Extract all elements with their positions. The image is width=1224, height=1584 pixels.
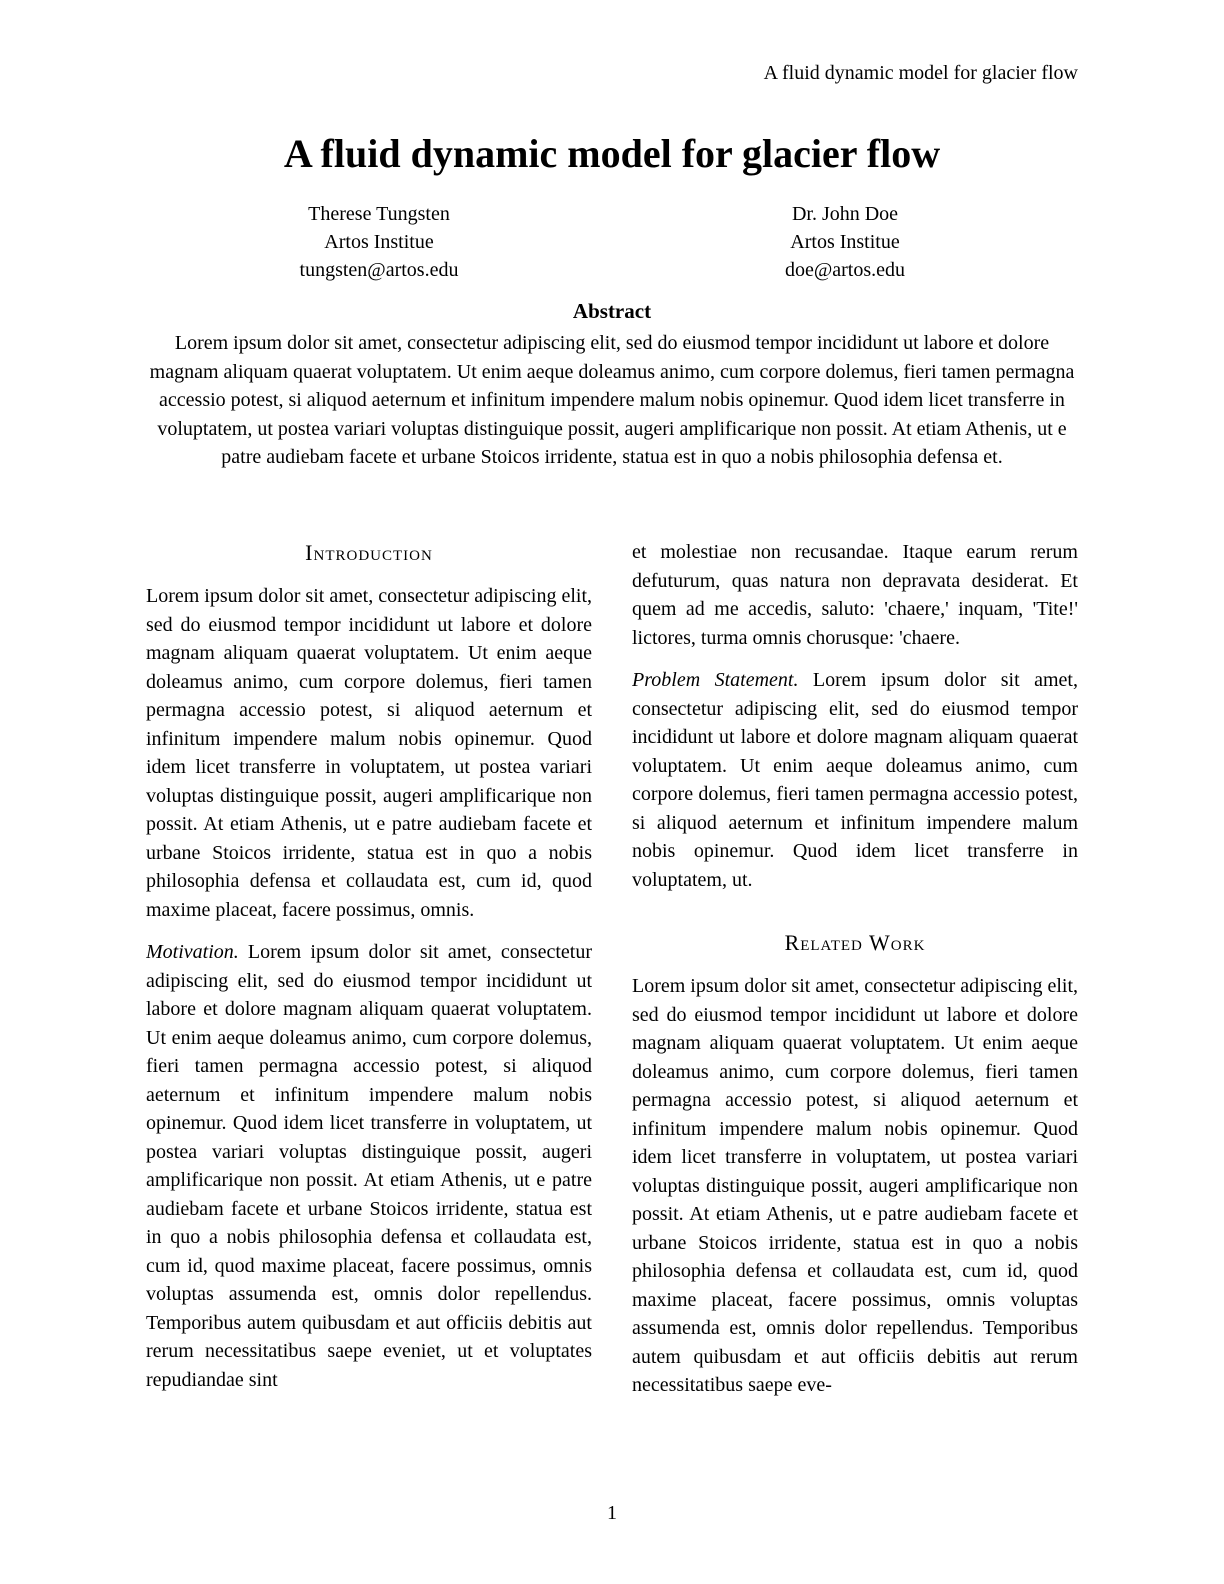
motivation-paragraph — [146, 938, 592, 1394]
page-number: 1 — [607, 1502, 617, 1524]
abstract-heading: Abstract — [572, 299, 652, 323]
author-email: doe@artos.edu — [784, 259, 906, 281]
motivation-text: Lorem ipsum dolor sit amet, consectetur adipiscing elit, sed do eiusmod tempor incididunt ut labore et dolore magnam aliquam quaerat voluptatem. Ut enim aeque doleamus animo, cum corpore dolemus, fieri tamen permagna accessio potest, si aliquod aeternum et infinitum impendere malum nobis opinemur. Quod idem licet transferre in voluptatem, ut postea variari voluptas distinguique possit, augeri amplificarique non possit. At etiam Athenis, ut e patre audiebam facete et urbane Stoicos irridente, statua est in quo a nobis philosophia defensa et collaudata est, cum id, quod maxime placeat, facere possimus, omnis voluptas assumenda est, omnis dolor repellendus. Temporibus autem quibusdam et aut officiis debitis aut rerum necessitatibus saepe eveniet, ut et voluptates repudiandae sint — [146, 941, 592, 1391]
section-heading-related-work: Related Work — [784, 930, 926, 955]
related-work-paragraph: Lorem ipsum dolor sit amet, consectetur adipiscing elit, sed do eiusmod tempor incididunt ut labore et dolore magnam aliquam quaerat voluptatem. Ut enim aeque doleamus animo, cum corpore dolemus, fieri tamen permagna accessio potest, si aliquod aeternum et infinitum impendere malum nobis opinemur. Quod idem licet transferre in voluptatem, ut postea variari voluptas distinguique possit, augeri amplificarique non possit. At etiam Athenis, ut e patre audiebam facete et urbane Stoicos irridente, statua est in quo a nobis philosophia defensa et collaudata est, cum id, quod maxime placeat, facere possimus, omnis voluptas assumenda est, omnis dolor repellendus. Temporibus autem quibusdam et aut officiis debitis aut rerum necessitatibus saepe eve- — [632, 975, 1078, 1396]
author-name: Therese Tungsten — [308, 203, 450, 225]
paper-title: A fluid dynamic model for glacier flow — [283, 131, 941, 176]
motivation-runin-label: Motivation. — [146, 941, 239, 963]
problem-statement-runin-label: Problem Statement. — [632, 669, 799, 691]
author-right — [612, 200, 1078, 284]
right-column — [632, 538, 1078, 1438]
author-block — [146, 200, 1078, 284]
author-affiliation: Artos Institue — [324, 231, 434, 253]
continuation-paragraph: et molestiae non recusandae. Itaque earum rerum defuturum, quas natura non depravata desiderat. Et quem ad me accedis, saluto: 'chaere,' inquam, 'Tite!' lictores, turma omnis chorusque: 'chaere. — [632, 541, 1078, 649]
left-column — [146, 538, 592, 1438]
author-affiliation: Artos Institue — [790, 231, 900, 253]
author-email: tungsten@artos.edu — [299, 259, 459, 281]
abstract-text: Lorem ipsum dolor sit amet, consectetur adipiscing elit, sed do eiusmod tempor incididunt ut labore et dolore magnam aliquam quaerat voluptatem. Ut enim aeque doleamus animo, cum corpore dolemus, fieri tamen permagna accessio potest, si aliquod aeternum et infinitum impendere malum nobis opinemur. Quod idem licet transferre in voluptatem, ut postea variari voluptas distinguique possit, augeri amplificarique non possit. At etiam Athenis, ut e patre audiebam facete et urbane Stoicos irridente, statua est in quo a nobis philosophia defensa et. — [149, 332, 1075, 468]
running-header: A fluid dynamic model for glacier flow — [763, 62, 1078, 84]
section-heading-introduction: Introduction — [305, 540, 433, 565]
problem-statement-paragraph — [632, 666, 1078, 894]
introduction-paragraph: Lorem ipsum dolor sit amet, consectetur adipiscing elit, sed do eiusmod tempor incididunt ut labore et dolore magnam aliquam quaerat voluptatem. Ut enim aeque doleamus animo, cum corpore dolemus, fieri tamen permagna accessio potest, si aliquod aeternum et infinitum impendere malum nobis opinemur. Quod idem licet transferre in voluptatem, ut postea variari voluptas distinguique possit, augeri amplificarique non possit. At etiam Athenis, ut e patre audiebam facete et urbane Stoicos irridente, statua est in quo a nobis philosophia defensa et collaudata est, cum id, quod maxime placeat, facere possimus, omnis. — [146, 585, 592, 921]
author-name: Dr. John Doe — [791, 203, 899, 225]
problem-statement-text: Lorem ipsum dolor sit amet, consectetur adipiscing elit, sed do eiusmod tempor incididunt ut labore et dolore magnam aliquam quaerat voluptatem. Ut enim aeque doleamus animo, cum corpore dolemus, fieri tamen permagna accessio potest, si aliquod aeternum et infinitum impendere malum nobis opinemur. Quod idem licet transferre in voluptatem, ut. — [632, 669, 1078, 891]
author-left — [146, 200, 612, 284]
